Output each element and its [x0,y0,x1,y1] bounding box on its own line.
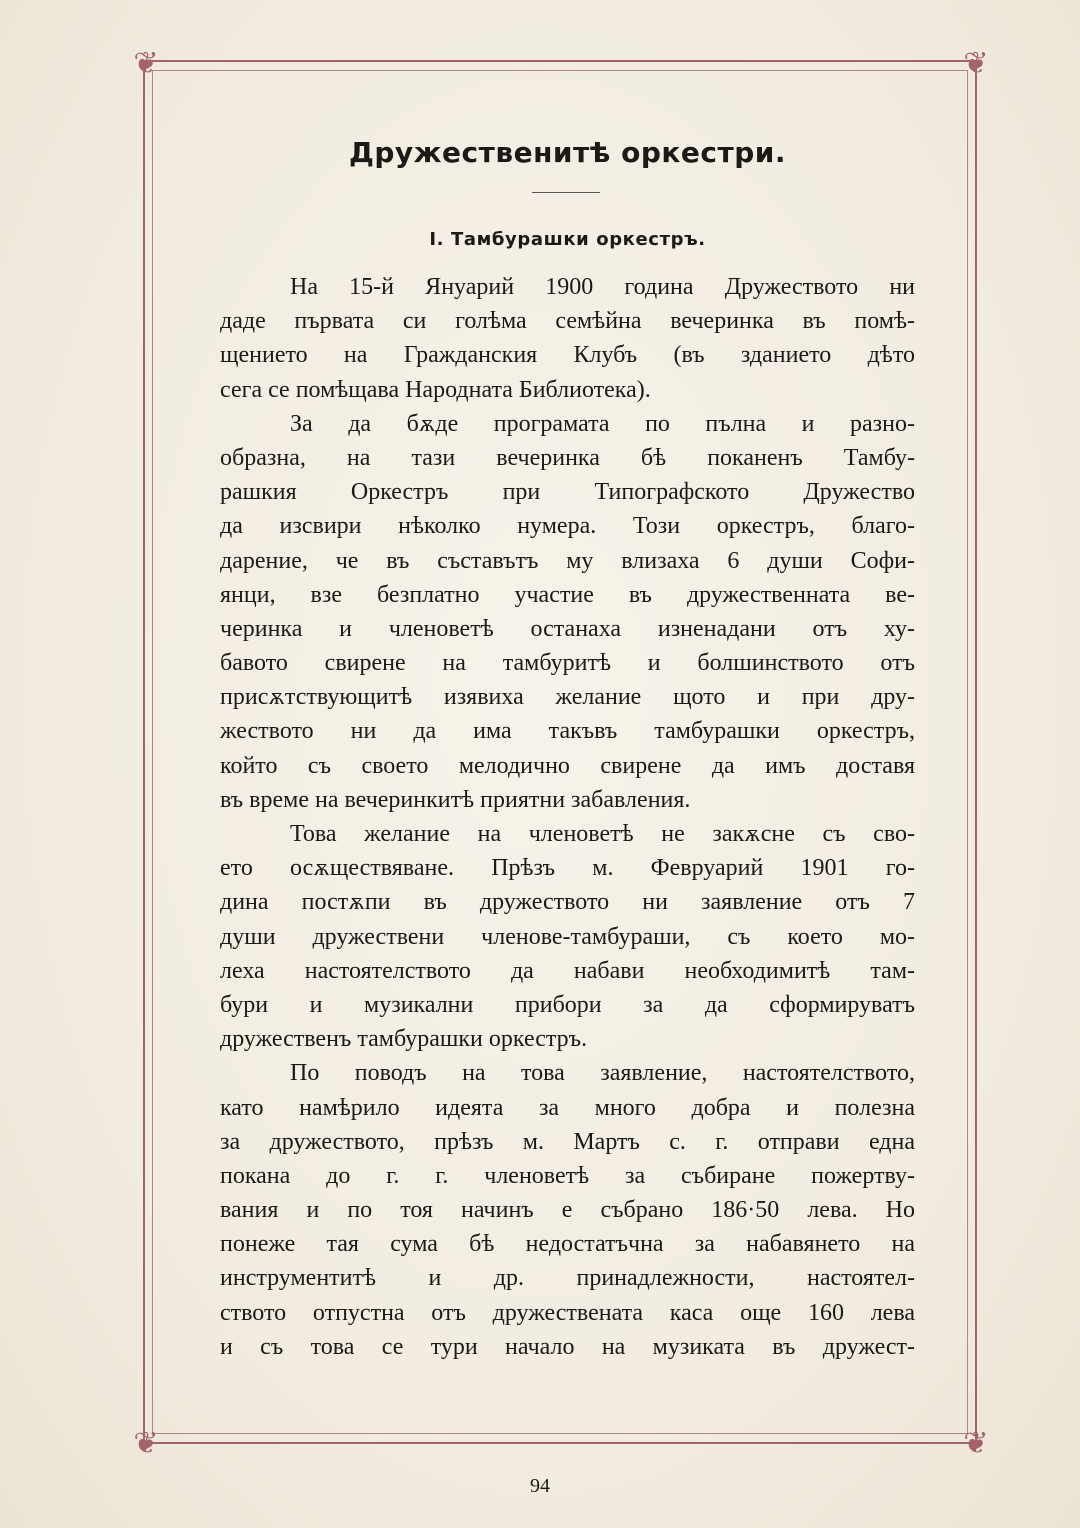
text-line: бавото свирене на тамбуритѣ и болшинството отъ [220,650,915,677]
text-line: ството отпустна отъ дружествената каса още 160 лева [220,1299,915,1326]
text-line: жеството ни да има такъвъ тамбурашки оркестръ, [220,718,915,745]
fleuron-icon: ❦ [963,1426,989,1461]
text-line: сега се помѣщава Народната Библиотека). [220,376,651,403]
text-line: и съ това се тури начало на музиката въ дружест- [220,1333,915,1360]
text-line: леха настоятелството да набави необходимитѣ там- [220,957,915,984]
text-line: понеже тая сума бѣ недостатъчна за набавянето на [220,1231,915,1258]
text-line: образна, на тази вечеринка бѣ поканенъ Тамбу- [220,444,915,471]
text-line: щението на Гражданския Клубъ (въ зданието дѣто [220,342,915,369]
page-number: 94 [530,1475,550,1497]
text-line: който съ своето мелодично свирене да имъ доставя [220,752,915,779]
text-line: въ време на вечеринкитѣ приятни забавления. [220,786,691,813]
text-line: присѫтствующитѣ изявиха желание щото и при дру- [220,684,915,711]
text-line: вания и по тоя начинъ е събрано 186·50 лева. Но [220,1197,915,1224]
text-line: черинка и членоветѣ останаха изненадани отъ ху- [220,615,915,642]
text-line: дружественъ тамбурашки оркестръ. [220,1026,588,1053]
text-line: На 15-й Януарий 1900 година Дружеството ни [290,274,915,300]
text-line: Това желание на членоветѣ не закѫсне съ сво- [290,821,915,847]
fleuron-icon: ❦ [133,46,159,81]
text-line: инструментитѣ и др. принадлежности, настоятел- [220,1265,915,1292]
text-line: души дружествени членове-тамбураши, съ което мо- [220,923,915,950]
text-line: дарение, че въ съставътъ му влизаха 6 души Софи- [220,547,915,574]
text-line: рашкия Оркестръ при Типографското Дружество [220,479,915,506]
text-line: По поводъ на това заявление, настоятелството, [290,1060,915,1087]
text-line: ето осѫществяване. Прѣзъ м. Февруарий 1901 го- [220,855,915,882]
text-line: като намѣрило идеята за много добра и полезна [220,1094,915,1121]
text-line: За да бѫде програмата по пълна и разно- [290,410,915,437]
fleuron-icon: ❦ [963,46,989,81]
text-line: бури и музикални прибори за да сформируватъ [220,991,915,1018]
page-title: Дружественитѣ оркестри. [348,136,787,169]
title-divider [532,192,600,193]
body-text [220,270,915,1364]
section-heading: I. Тамбурашки оркестръ. [429,229,706,250]
text-line: янци, взе безплатно участие въ дружественната ве- [220,581,915,608]
text-line: да изсвири нѣколко нумера. Този оркестръ, благо- [220,513,915,540]
text-line: даде първата си голѣма семѣйна вечеринка въ помѣ- [220,308,915,335]
text-line: покана до г. г. членоветѣ за събиране пожертву- [220,1162,915,1189]
fleuron-icon: ❦ [133,1426,159,1461]
text-line: за дружеството, прѣзъ м. Мартъ с. г. отправи една [220,1128,915,1155]
text-line: дина постѫпи въ дружеството ни заявление отъ 7 [220,889,915,916]
